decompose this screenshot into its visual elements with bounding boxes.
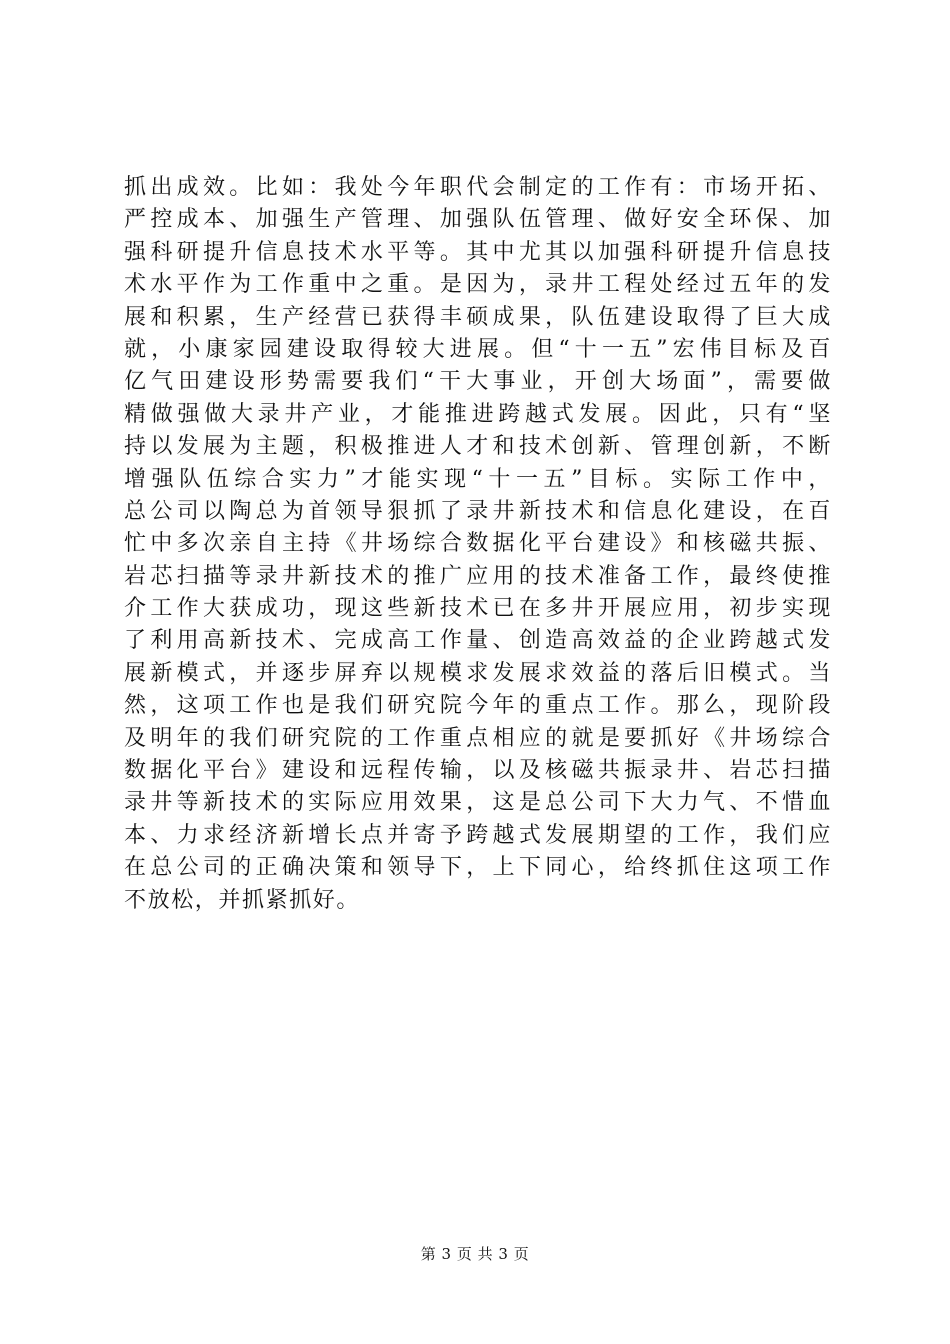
paragraph-line: 总公司以陶总为首领导狠抓了录井新技术和信息化建设，在百 (124, 498, 832, 524)
paragraph-line: 持以发展为主题，积极推进人才和技术创新、管理创新，不断 (124, 434, 832, 460)
paragraph-line: 就，小康家园建设取得较大进展。但“十一五”宏伟目标及百 (124, 336, 832, 362)
paragraph-line: 术水平作为工作重中之重。是因为，录井工程处经过五年的发 (124, 272, 832, 298)
paragraph-line: 不放松，并抓紧抓好。 (124, 887, 361, 913)
body-paragraph (124, 172, 832, 917)
paragraph-line: 严控成本、加强生产管理、加强队伍管理、做好安全环保、加 (124, 207, 832, 233)
paragraph-line: 忙中多次亲自主持《井场综合数据化平台建设》和核磁共振、 (124, 531, 832, 557)
paragraph-line: 录井等新技术的实际应用效果，这是总公司下大力气、不惜血 (124, 790, 832, 816)
paragraph-line: 了利用高新技术、完成高工作量、创造高效益的企业跨越式发 (124, 628, 832, 654)
paragraph-line: 在总公司的正确决策和领导下，上下同心，给终抓住这项工作 (124, 855, 832, 881)
paragraph-line: 然，这项工作也是我们研究院今年的重点工作。那么，现阶段 (124, 693, 832, 719)
paragraph-line: 本、力求经济新增长点并寄予跨越式发展期望的工作，我们应 (124, 822, 832, 848)
paragraph-line: 及明年的我们研究院的工作重点相应的就是要抓好《井场综合 (124, 725, 832, 751)
paragraph-line: 亿气田建设形势需要我们“干大事业，开创大场面”，需要做 (124, 369, 832, 395)
paragraph-line: 岩芯扫描等录井新技术的推广应用的技术准备工作，最终使推 (124, 563, 832, 589)
paragraph-line: 强科研提升信息技术水平等。其中尤其以加强科研提升信息技 (124, 239, 832, 265)
paragraph-line: 展新模式，并逐步屏弃以规模求发展求效益的落后旧模式。当 (124, 660, 832, 686)
paragraph-line: 增强队伍综合实力”才能实现“十一五”目标。实际工作中， (124, 466, 832, 492)
paragraph-line: 展和积累，生产经营已获得丰硕成果，队伍建设取得了巨大成 (124, 304, 832, 330)
page-number-footer: 第 3 页 共 3 页 (420, 1245, 530, 1263)
paragraph-line: 介工作大获成功，现这些新技术已在多井开展应用，初步实现 (124, 596, 832, 622)
paragraph-line: 精做强做大录井产业，才能推进跨越式发展。因此，只有“坚 (124, 401, 832, 427)
paragraph-line: 抓出成效。比如：我处今年职代会制定的工作有：市场开拓、 (124, 175, 832, 200)
paragraph-line: 数据化平台》建设和远程传输，以及核磁共振录井、岩芯扫描 (124, 758, 832, 784)
